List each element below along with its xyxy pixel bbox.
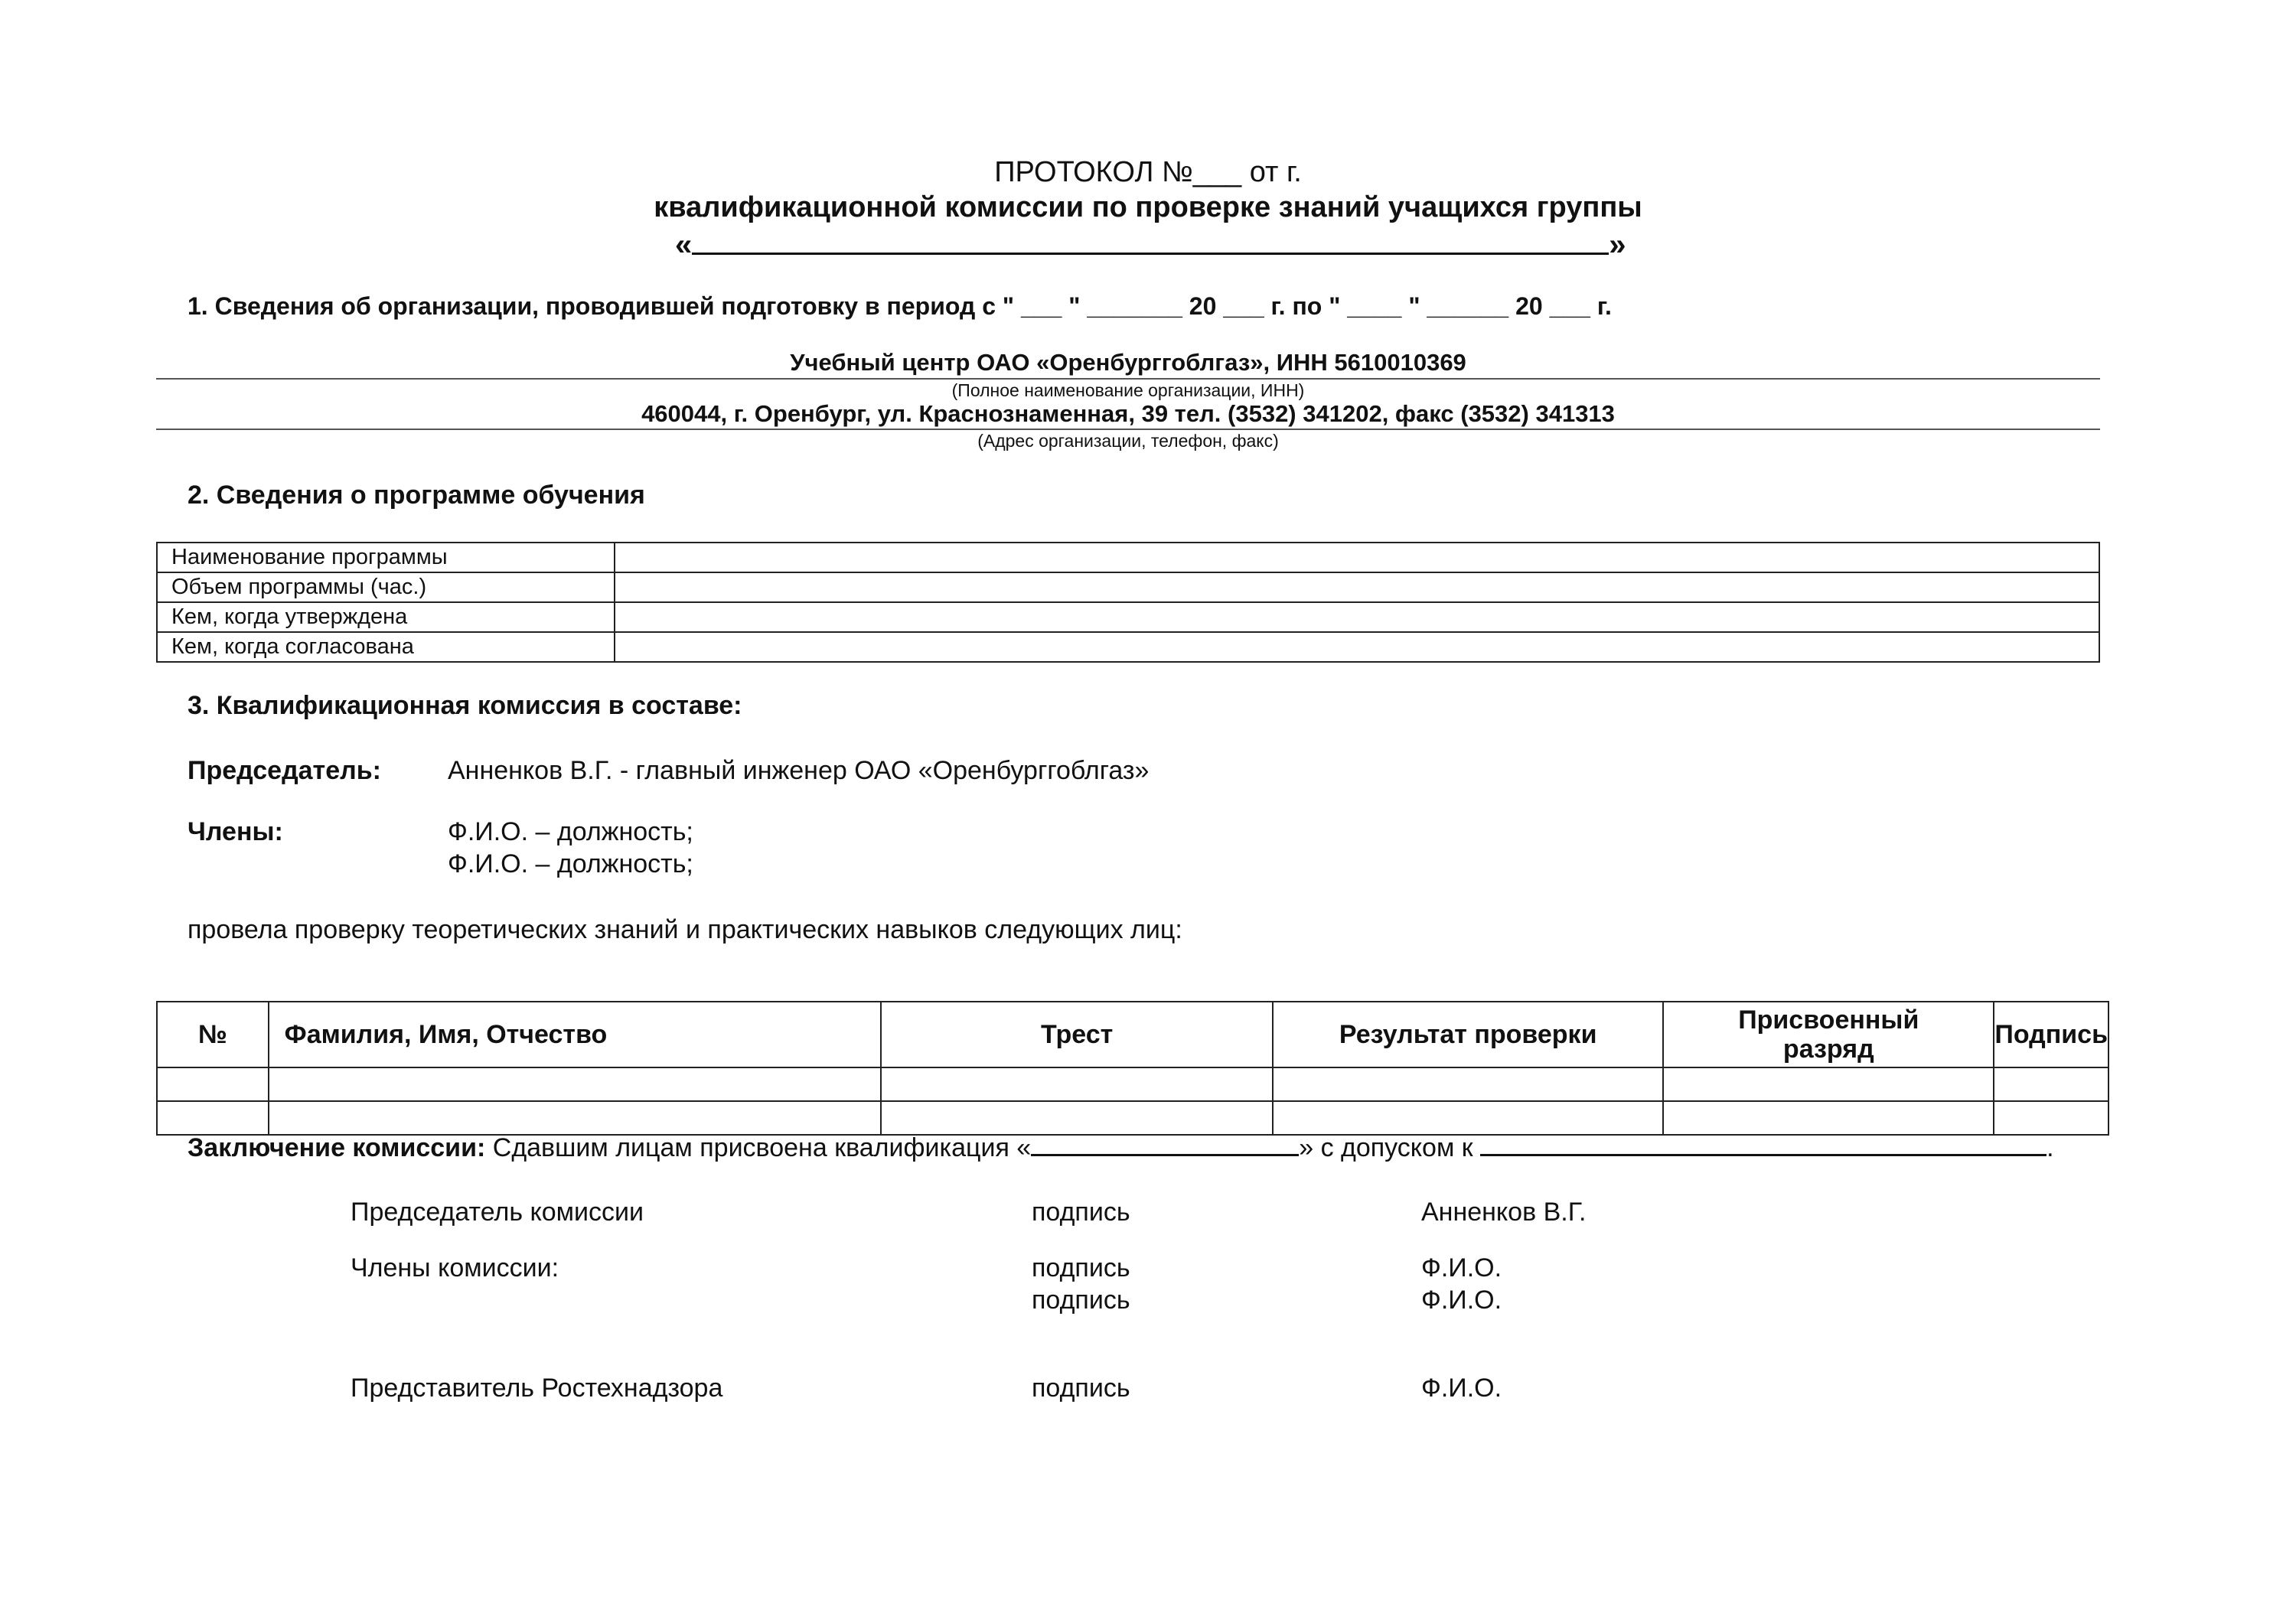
org-address-line — [156, 429, 2100, 430]
conclusion-text-end: . — [2047, 1133, 2054, 1162]
signature-placeholder: подпись — [1032, 1286, 1130, 1315]
signature-placeholder: подпись — [1032, 1374, 1130, 1403]
org-address: 460044, г. Оренбург, ул. Краснознаменная, 39 тел. (3532) 341202, факс (3532) 341313 — [641, 400, 1615, 427]
table-cell — [1273, 1067, 1663, 1101]
section2-heading: 2. Сведения о программе обучения — [188, 481, 645, 510]
group-open-quote: « — [675, 228, 693, 262]
table-cell — [881, 1101, 1273, 1135]
org-name-line — [156, 378, 2100, 380]
program-row-label: Кем, когда согласована — [157, 632, 615, 662]
signature-name: Ф.И.О. — [1421, 1374, 1502, 1403]
table-header-row — [157, 1002, 2108, 1067]
table-cell — [1994, 1067, 2108, 1101]
table-cell — [1663, 1067, 1994, 1101]
persons-table — [156, 1001, 2109, 1136]
program-row-value — [615, 602, 2099, 632]
program-row-label: Наименование программы — [157, 543, 615, 572]
col-check-result: Результат проверки — [1273, 1002, 1663, 1067]
admission-blank — [1480, 1131, 2047, 1156]
table-cell — [269, 1101, 881, 1135]
program-row-label: Объем программы (час.) — [157, 572, 615, 602]
group-name-blank — [692, 227, 1609, 255]
table-row — [157, 1101, 2108, 1135]
members-label: Члены: — [188, 817, 283, 846]
org-name-caption: (Полное наименование организации, ИНН) — [951, 380, 1305, 400]
col-number: № — [157, 1002, 269, 1067]
table-row — [157, 1067, 2108, 1101]
program-row-value — [615, 572, 2099, 602]
table-cell — [269, 1067, 881, 1101]
conclusion-text-middle: » с допуском к — [1299, 1133, 1481, 1162]
col-assigned-grade: Присвоенный разряд — [1663, 1002, 1994, 1067]
col-trust: Трест — [881, 1002, 1273, 1067]
conclusion-label: Заключение комиссии: — [188, 1133, 486, 1162]
signature-role: Председатель комиссии — [351, 1198, 644, 1227]
table-cell — [1994, 1101, 2108, 1135]
table-cell — [157, 1067, 269, 1101]
table-row — [157, 602, 2099, 632]
conclusion-line — [188, 1131, 2054, 1163]
chair-value: Анненков В.Г. - главный инженер ОАО «Оренбурггоблгаз» — [448, 756, 1150, 785]
page-subtitle: квалификационной комиссии по проверке знаний учащихся группы — [654, 191, 1642, 223]
conclusion-text-before: Сдавшим лицам присвоена квалификация « — [485, 1133, 1032, 1162]
signature-name: Ф.И.О. — [1421, 1286, 1502, 1315]
org-name: Учебный центр ОАО «Оренбурггоблгаз», ИНН 5610010369 — [790, 349, 1466, 376]
table-cell — [1273, 1101, 1663, 1135]
section1-heading: 1. Сведения об организации, проводившей подготовку в период с " ___ " _______ 20 ___ г. по " ____ " ______ 20 ___ г. — [188, 292, 1612, 320]
org-address-caption: (Адрес организации, телефон, факс) — [977, 431, 1279, 451]
program-row-value — [615, 632, 2099, 662]
member-entry: Ф.И.О. – должность; — [448, 817, 693, 846]
group-name-field — [675, 227, 1626, 262]
signature-role: Представитель Ростехнадзора — [351, 1374, 723, 1403]
group-close-quote: » — [1609, 228, 1626, 262]
signature-placeholder: подпись — [1032, 1198, 1130, 1227]
signature-placeholder: подпись — [1032, 1253, 1130, 1282]
col-signature: Подпись — [1994, 1002, 2108, 1067]
section3-heading: 3. Квалификационная комиссия в составе: — [188, 691, 742, 720]
table-row — [157, 632, 2099, 662]
page-title: ПРОТОКОЛ №___ от г. — [994, 156, 1302, 188]
col-full-name: Фамилия, Имя, Отчество — [269, 1002, 881, 1067]
signature-name: Анненков В.Г. — [1421, 1198, 1587, 1227]
chair-label: Председатель: — [188, 756, 381, 785]
program-row-label: Кем, когда утверждена — [157, 602, 615, 632]
program-row-value — [615, 543, 2099, 572]
table-row — [157, 572, 2099, 602]
signature-role: Члены комиссии: — [351, 1253, 559, 1282]
table-cell — [157, 1101, 269, 1135]
member-entry: Ф.И.О. – должность; — [448, 849, 693, 878]
qualification-blank — [1031, 1131, 1299, 1156]
table-row — [157, 543, 2099, 572]
program-table — [156, 542, 2100, 663]
table-cell — [881, 1067, 1273, 1101]
check-intro: провела проверку теоретических знаний и практических навыков следующих лиц: — [188, 915, 1182, 944]
signature-name: Ф.И.О. — [1421, 1253, 1502, 1282]
table-cell — [1663, 1101, 1994, 1135]
